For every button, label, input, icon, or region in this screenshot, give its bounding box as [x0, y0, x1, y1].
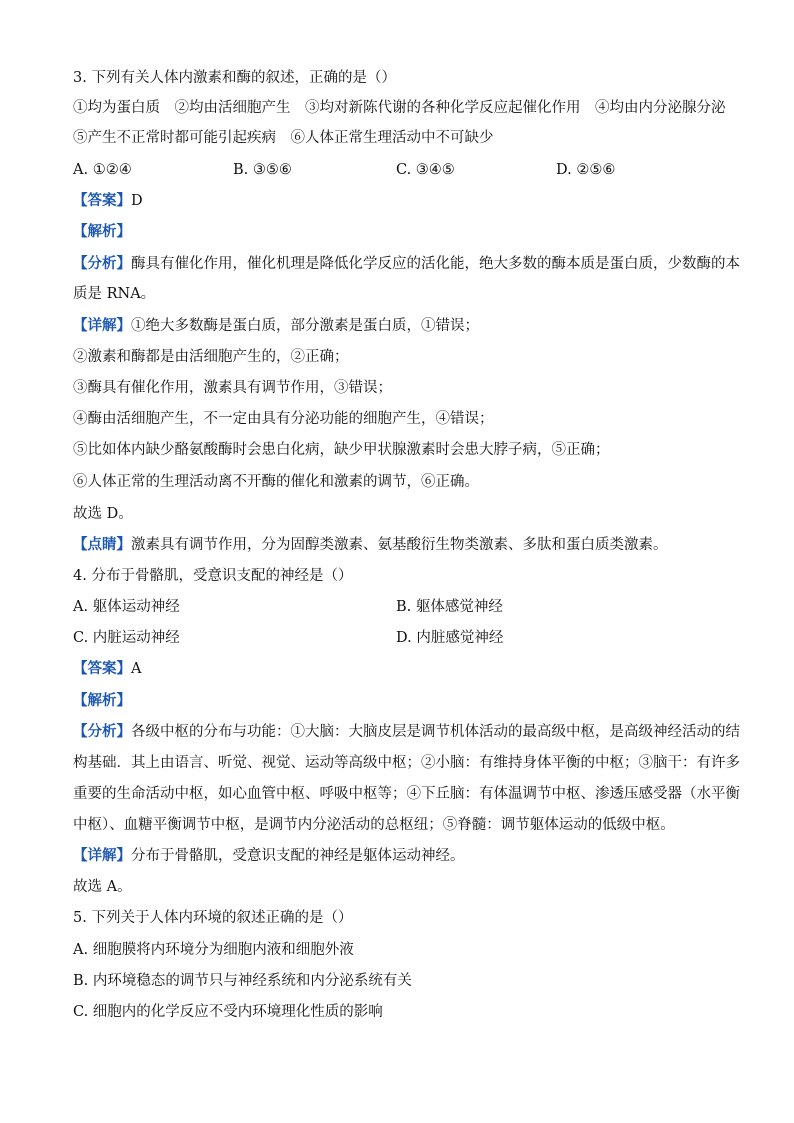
q4-answer: A — [131, 661, 142, 677]
q3-fenxi-text-1: 酶具有催化作用，催化机理是降低化学反应的活化能，绝大多数的酶本质是蛋白质，少数酶的本 — [131, 256, 740, 272]
q3-dianjing — [73, 535, 734, 555]
q4-xiangjie-1 — [73, 846, 734, 866]
q5-option-a: A. 细胞膜将内环境分为细胞内液和细胞外液 — [73, 942, 354, 958]
q3-xiangjie-3: ③酶具有催化作用，激素具有调节作用，③错误； — [73, 380, 392, 396]
q5-option-b: B. 内环境稳态的调节只与神经系统和内分泌系统有关 — [73, 973, 412, 989]
q4-analysis-header — [73, 691, 734, 711]
xiangjie-tag: 【详解】 — [73, 847, 131, 864]
dianjing-tag: 【点睛】 — [73, 536, 131, 553]
q4-conclusion: 故选 A。 — [73, 879, 132, 895]
answer-tag: 【答案】 — [73, 192, 131, 209]
q4-fenxi-3: 重要的生命活动中枢，如心血管中枢、呼吸中枢等；④下丘脑：有体温调节中枢、渗透压感受器（水平衡 — [73, 786, 740, 802]
q3-xiangjie-4: ④酶由活细胞产生，不一定由具有分泌功能的细胞产生，④错误； — [73, 411, 494, 427]
q3-option-a: A. ①②④ — [73, 162, 132, 178]
analysis-tag: 【解析】 — [73, 223, 131, 240]
q3-option-d: D. ②⑤⑥ — [556, 162, 616, 178]
q3-answer-line — [73, 191, 734, 211]
q4-fenxi-2: 构基础．其上由语言、听觉、视觉、运动等高级中枢；②小脑：有维持身体平衡的中枢；③脑干：有许多 — [73, 755, 740, 771]
q3-option-c: C. ③④⑤ — [396, 162, 455, 178]
answer-tag: 【答案】 — [73, 660, 131, 677]
q3-answer: D — [131, 193, 143, 209]
q4-option-d: D. 内脏感觉神经 — [396, 630, 504, 646]
q4-xiangjie-text-1: 分布于骨骼肌，受意识支配的神经是躯体运动神经。 — [131, 848, 465, 864]
q3-xiangjie-6: ⑥人体正常的生理活动离不开酶的催化和激素的调节，⑥正确。 — [73, 474, 479, 490]
q5-option-c: C. 细胞内的化学反应不受内环境理化性质的影响 — [73, 1004, 383, 1020]
q4-option-b: B. 躯体感觉神经 — [396, 599, 503, 615]
analysis-tag: 【解析】 — [73, 692, 131, 709]
q3-xiangjie-1 — [73, 316, 734, 336]
fenxi-tag: 【分析】 — [73, 723, 131, 740]
q3-analysis-header — [73, 222, 734, 242]
q5-stem: 5. 下列关于人体内环境的叙述正确的是（） — [73, 910, 353, 926]
xiangjie-tag: 【详解】 — [73, 317, 131, 334]
q4-fenxi-1 — [73, 722, 740, 742]
q4-fenxi-text-1: 各级中枢的分布与功能：①大脑：大脑皮层是调节机体活动的最高级中枢，是高级神经活动的结 — [131, 724, 740, 740]
q3-stem: 3. 下列有关人体内激素和酶的叙述，正确的是（） — [73, 70, 396, 86]
q4-answer-line — [73, 659, 734, 679]
q3-xiangjie-5: ⑤比如体内缺少酪氨酸酶时会患白化病，缺少甲状腺激素时会患大脖子病，⑤正确； — [73, 442, 610, 458]
q4-stem: 4. 分布于骨骼肌，受意识支配的神经是（） — [73, 568, 353, 584]
q3-conclusion: 故选 D。 — [73, 506, 133, 522]
fenxi-tag: 【分析】 — [73, 255, 131, 272]
q4-fenxi-4: 中枢）、血糖平衡调节中枢，是调节内分泌活动的总枢纽；⑤脊髓：调节躯体运动的低级中枢。 — [73, 817, 675, 833]
q3-dianjing-text: 激素具有调节作用，分为固醇类激素、氨基酸衍生物类激素、多肽和蛋白质类激素。 — [131, 537, 668, 553]
q4-option-c: C. 内脏运动神经 — [73, 630, 180, 646]
q3-fenxi-1 — [73, 254, 740, 274]
q3-option-b: B. ③⑤⑥ — [233, 162, 292, 178]
q3-xiangjie-2: ②激素和酶都是由活细胞产生的，②正确； — [73, 349, 349, 365]
q3-statements-2: ⑤产生不正常时都可能引起疾病 ⑥人体正常生理活动中不可缺少 — [73, 130, 494, 146]
q3-statements-1: ①均为蛋白质 ②均由活细胞产生 ③均对新陈代谢的各种化学反应起催化作用 ④均由内分泌腺分泌 — [73, 100, 726, 116]
q4-option-a: A. 躯体运动神经 — [73, 599, 180, 615]
q3-fenxi-2: 质是 RNA。 — [73, 286, 156, 302]
q3-xiangjie-text-1: ①绝大多数酶是蛋白质，部分激素是蛋白质，①错误； — [131, 318, 479, 334]
